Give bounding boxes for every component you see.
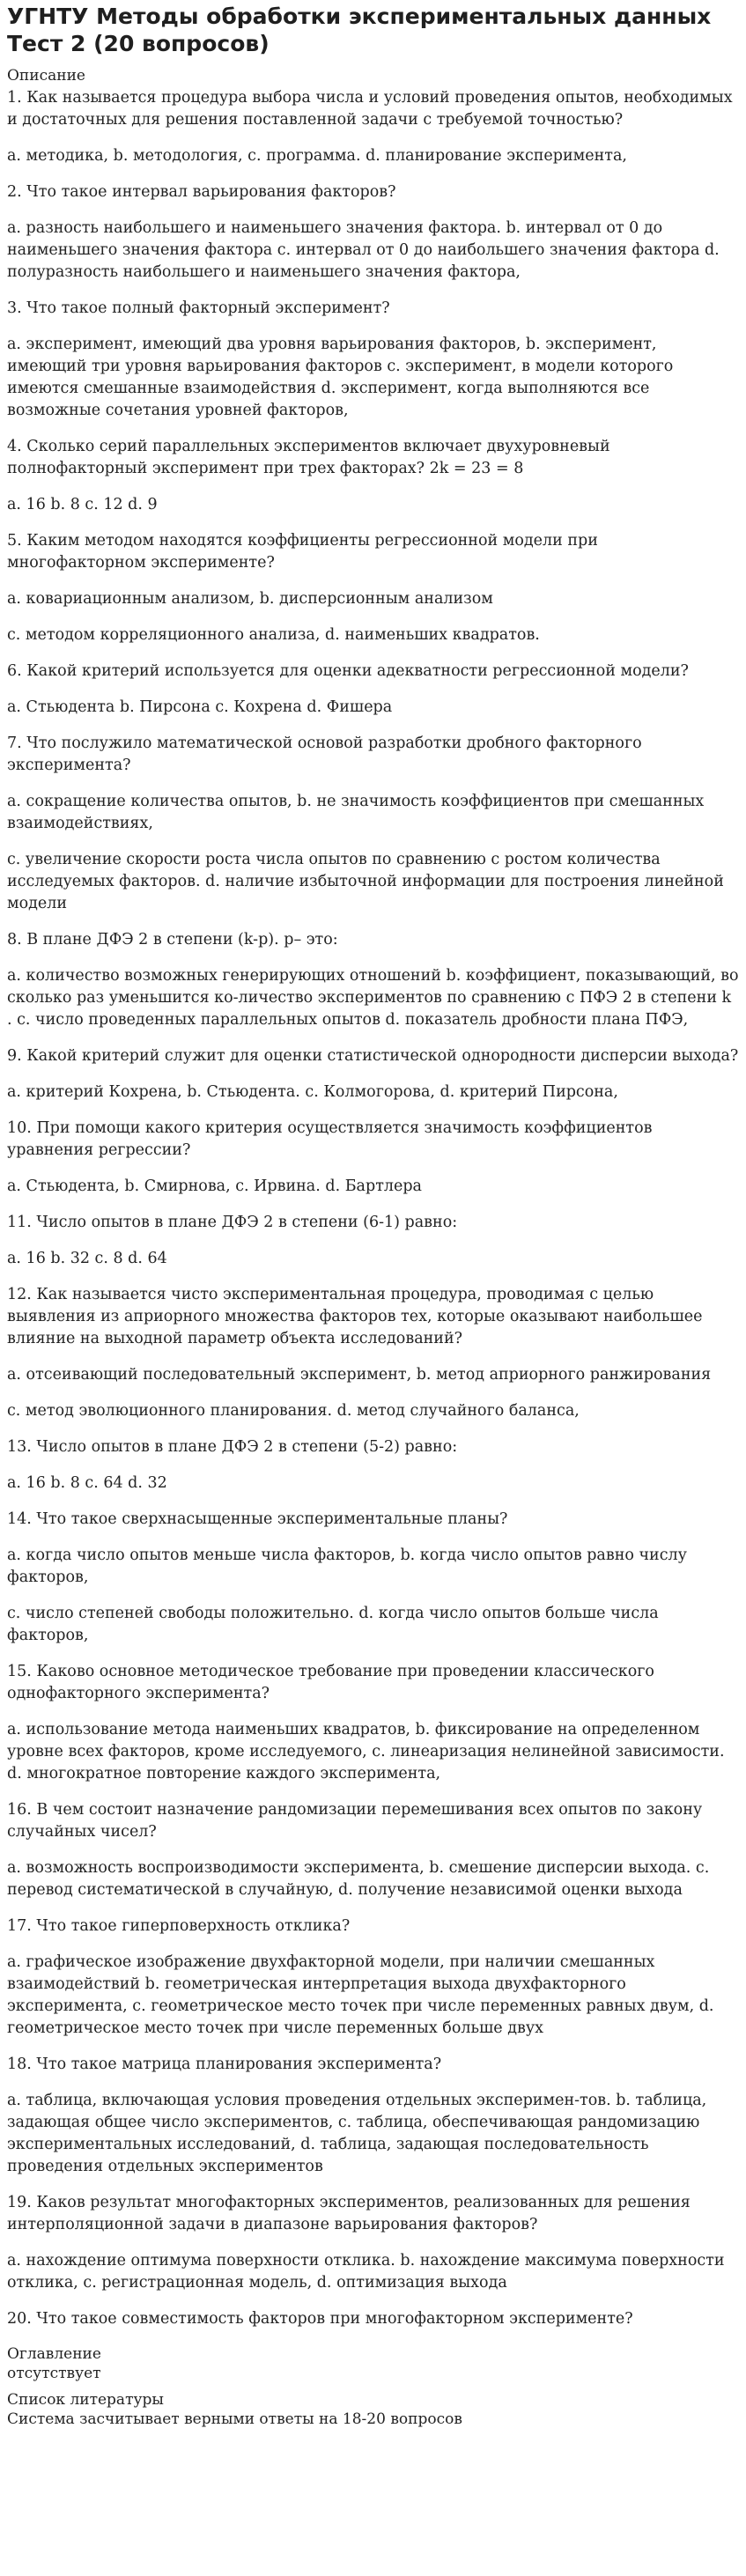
question-text: 19. Каков результат многофакторных экспериментов, реализованных для решения интерполяционной задачи в диапазоне варьирования факторов?	[7, 2194, 691, 2233]
answer-options: a. отсеивающий последовательный эксперимент, b. метод априорного ранжирования	[7, 1366, 712, 1384]
answer-options: a. 16 b. 8 c. 64 d. 32	[7, 1474, 167, 1492]
answer-options: a. когда число опытов меньше числа факторов, b. когда число опытов равно числу факторов,	[7, 1546, 687, 1586]
question-text: 4. Сколько серий параллельных экспериментов включает двухуровневый полнофакторный эксперимент при трех факторах? 2k = 23 = 8	[7, 438, 610, 477]
toc-value: отсутствует	[7, 2365, 101, 2382]
question-text: 8. В плане ДФЭ 2 в степени (k-p). р– это:	[7, 931, 338, 948]
question-text: 20. Что такое совместимость факторов при многофакторном эксперименте?	[7, 2310, 633, 2328]
question-block	[7, 1436, 739, 1495]
question-block	[7, 1509, 739, 1647]
answer-options: a. графическое изображение двухфакторной модели, при наличии смешанных взаимодействий b. геометрическая интерпретация выхода двухфакторного эксперимента, c. геометрическое место точек при числе переменных равных двум, d. геометрическое место точек при числе переменных больше двух	[7, 1953, 714, 2037]
question-text: 1. Как называется процедура выбора числа и условий проведения опытов, необходимых и достаточных для решения поставленной задачи с требуемой точностью?	[7, 89, 733, 129]
description-label: Описание	[7, 67, 85, 85]
answer-options: a. количество возможных генерирующих отношений b. коэффициент, показывающий, во сколько раз уменьшится ко-личество экспериментов по сравнению с ПФЭ 2 в степени k . c. число проведенных параллельных опытов d. показатель дробности плана ПФЭ,	[7, 967, 739, 1029]
question-block	[7, 1799, 739, 1901]
answer-options: c. число степеней свободы положительно. d. когда число опытов больше числа факторов,	[7, 1605, 659, 1644]
question-text: 11. Число опытов в плане ДФЭ 2 в степени (6-1) равно:	[7, 1214, 458, 1231]
question-block	[7, 298, 739, 422]
answer-options: c. метод эволюционного планирования. d. метод случайного баланса,	[7, 1402, 580, 1420]
question-block	[7, 733, 739, 915]
answer-options: a. разность наибольшего и наименьшего значения фактора. b. интервал от 0 до наименьшего значения фактора c. интервал от 0 до наибольшего значения фактора d. полуразность наибольшего и наименьшего значения фактора,	[7, 219, 720, 281]
answer-options: a. таблица, включающая условия проведения отдельных эксперимен-тов. b. таблица, задающая общее число экспериментов, c. таблица, обеспечивающая рандомизацию экспериментальных исследований, d. таблица, задающая последовательность проведения отдельных экспериментов	[7, 2092, 707, 2175]
question-block	[7, 181, 739, 284]
question-text: 18. Что такое матрица планирования эксперимента?	[7, 2056, 442, 2073]
question-block	[7, 1915, 739, 2040]
bibliography-label: Список литературы	[7, 2391, 164, 2409]
footer-note: Система засчитывает верными ответы на 18-20 вопросов	[7, 2410, 462, 2428]
question-block	[7, 929, 739, 1031]
page-title: УГНТУ Методы обработки экспериментальных данных Тест 2 (20 вопросов)	[7, 4, 712, 56]
answer-options: a. 16 b. 32 c. 8 d. 64	[7, 1250, 167, 1267]
question-block	[7, 2308, 739, 2330]
answer-options: a. нахождение оптимума поверхности отклика. b. нахождение максимума поверхности отклика, c. регистрационная модель, d. оптимизация выхода	[7, 2252, 725, 2292]
question-block	[7, 436, 739, 516]
question-text: 13. Число опытов в плане ДФЭ 2 в степени (5-2) равно:	[7, 1438, 458, 1456]
question-list	[7, 87, 739, 2330]
answer-options: a. эксперимент, имеющий два уровня варьирования факторов, b. эксперимент, имеющий три уровня варьирования факторов c. эксперимент, в модели которого имеются смешанные взаимодействия d. эксперимент, когда выполняются все возможные сочетания уровней факторов,	[7, 336, 674, 419]
answer-options: a. возможность воспроизводимости эксперимента, b. смешение дисперсии выхода. c. перевод систематической в случайную, d. получение независимой оценки выхода	[7, 1859, 710, 1899]
toc-label: Оглавление	[7, 2345, 101, 2363]
question-block	[7, 1045, 739, 1103]
question-text: 6. Какой критерий используется для оценки адекватности регрессионной модели?	[7, 662, 689, 680]
question-block	[7, 87, 739, 167]
question-text: 10. При помощи какого критерия осуществляется значимость коэффициентов уравнения регрессии?	[7, 1119, 653, 1159]
question-text: 2. Что такое интервал варьирования факторов?	[7, 183, 396, 201]
answer-options: a. сокращение количества опытов, b. не значимость коэффициентов при смешанных взаимодействиях,	[7, 793, 705, 832]
answer-options: a. 16 b. 8 c. 12 d. 9	[7, 496, 158, 513]
question-block	[7, 530, 739, 646]
question-block	[7, 1212, 739, 1270]
answer-options: a. Стьюдента, b. Смирнова, c. Ирвина. d. Бартлера	[7, 1177, 422, 1195]
question-text: 9. Какой критерий служит для оценки статистической однородности дисперсии выхода?	[7, 1047, 739, 1065]
question-block	[7, 1284, 739, 1422]
question-text: 5. Каким методом находятся коэффициенты регрессионной модели при многофакторном эксперименте?	[7, 532, 598, 572]
question-block	[7, 661, 739, 719]
answer-options: a. Стьюдента b. Пирсона c. Кохрена d. Фишера	[7, 698, 393, 716]
question-text: 14. Что такое сверхнасыщенные экспериментальные планы?	[7, 1510, 508, 1528]
question-block	[7, 2192, 739, 2294]
question-block	[7, 1661, 739, 1785]
question-text: 15. Каково основное методическое требование при проведении классического однофакторного эксперимента?	[7, 1663, 654, 1702]
answer-options: c. увеличение скорости роста числа опытов по сравнению с ростом количества исследуемых факторов. d. наличие избыточной информации для построения линейной модели	[7, 851, 724, 912]
question-block	[7, 2054, 739, 2178]
question-text: 7. Что послужило математической основой разработки дробного факторного эксперимента?	[7, 734, 642, 774]
answer-options: a. использование метода наименьших квадратов, b. фиксирование на определенном уровне всех факторов, кроме исследуемого, c. линеаризация нелинейной зависимости. d. многократное повторение каждого эксперимента,	[7, 1721, 725, 1783]
question-text: 16. В чем состоит назначение рандомизации перемешивания всех опытов по закону случайных чисел?	[7, 1801, 703, 1841]
answer-options: a. ковариационным анализом, b. дисперсионным анализом	[7, 590, 493, 608]
question-block	[7, 1118, 739, 1198]
question-text: 12. Как называется чисто экспериментальная процедура, проводимая с целью выявления из априорного множества факторов тех, которые оказывают наибольшее влияние на выходной параметр объекта исследований?	[7, 1286, 703, 1347]
answer-options: a. методика, b. методология, c. программа. d. планирование эксперимента,	[7, 147, 627, 165]
question-text: 3. Что такое полный факторный эксперимент?	[7, 299, 390, 317]
answer-options: a. критерий Кохрена, b. Стьюдента. c. Колмогорова, d. критерий Пирсона,	[7, 1083, 618, 1101]
question-text: 17. Что такое гиперповерхность отклика?	[7, 1917, 351, 1935]
answer-options: c. методом корреляционного анализа, d. наименьших квадратов.	[7, 626, 540, 644]
